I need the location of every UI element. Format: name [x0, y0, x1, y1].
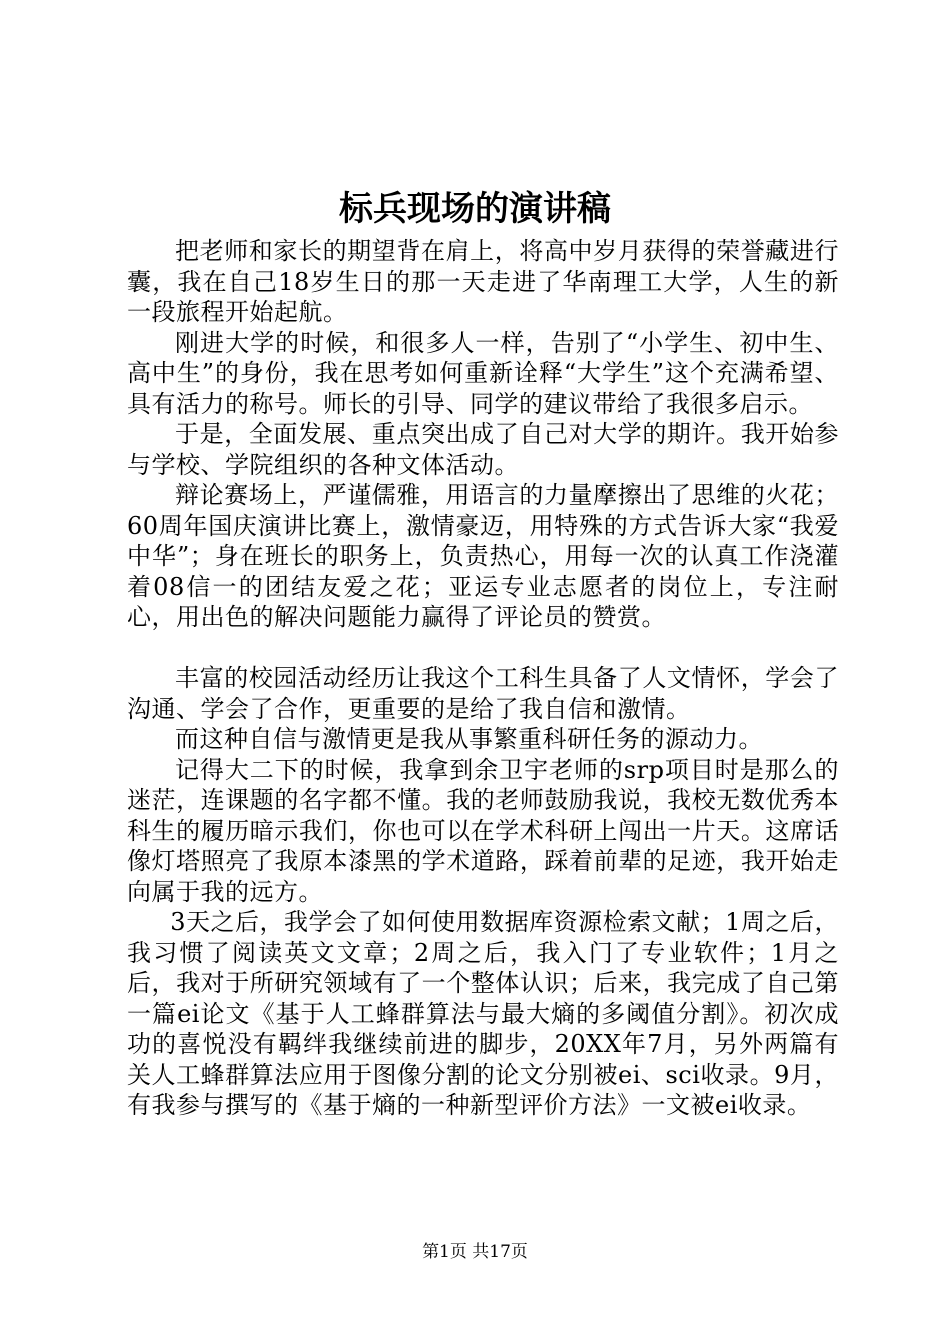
paragraph: 3天之后，我学会了如何使用数据库资源检索文献；1周之后，我习惯了阅读英文文章；2周之后，我入门了专业软件；1月之后，我对于所研究领域有了一个整体认识；后来，我完成了自己第一篇ei论文《基于人工蜂群算法与最大熵的多阈值分割》。初次成功的喜悦没有羁绊我继续前进的脚步，20XX年7月，另外两篇有关人工蜂群算法应用于图像分割的论文分别被ei、sci收录。9月，有我参与撰写的《基于熵的一种新型评价方法》一文被ei收录。 [127, 908, 839, 1119]
paragraph: 记得大二下的时候，我拿到余卫宇老师的srp项目时是那么的迷茫，连课题的名字都不懂。我的老师鼓励我说，我校无数优秀本科生的履历暗示我们，你也可以在学术科研上闯出一片天。这席话像灯塔照亮了我原本漆黑的学术道路，踩着前辈的足迹，我开始走向属于我的远方。 [127, 755, 839, 906]
paragraph: 丰富的校园活动经历让我这个工科生具备了人文情怀，学会了沟通、学会了合作，更重要的是给了我自信和激情。 [127, 664, 839, 723]
paragraph: 辩论赛场上，严谨儒雅，用语言的力量摩擦出了思维的火花；60周年国庆演讲比赛上，激情豪迈，用特殊的方式告诉大家“我爱中华”；身在班长的职务上，负责热心，用每一次的认真工作浇灌着08信一的团结友爱之花；亚运专业志愿者的岗位上，专注耐心，用出色的解决问题能力赢得了评论员的赞赏。 [127, 481, 839, 631]
paragraph: 刚进大学的时候，和很多人一样，告别了“小学生、初中生、高中生”的身份，我在思考如何重新诠释“大学生”这个充满希望、具有活力的称号。师长的引导、同学的建议带给了我很多启示。 [127, 328, 839, 418]
page-footer: 第1页 共17页 [422, 1242, 528, 1262]
paragraph: 于是，全面发展、重点突出成了自己对大学的期许。我开始参与学校、学院组织的各种文体活动。 [127, 420, 839, 479]
paragraph: 把老师和家长的期望背在肩上，将高中岁月获得的荣誉藏进行囊，我在自己18岁生日的那一天走进了华南理工大学，人生的新一段旅程开始起航。 [127, 237, 839, 326]
document-title: 标兵现场的演讲稿 [339, 189, 611, 229]
document-body [127, 236, 839, 1121]
paragraph: 而这种自信与激情更是我从事繁重科研任务的源动力。 [175, 725, 763, 753]
